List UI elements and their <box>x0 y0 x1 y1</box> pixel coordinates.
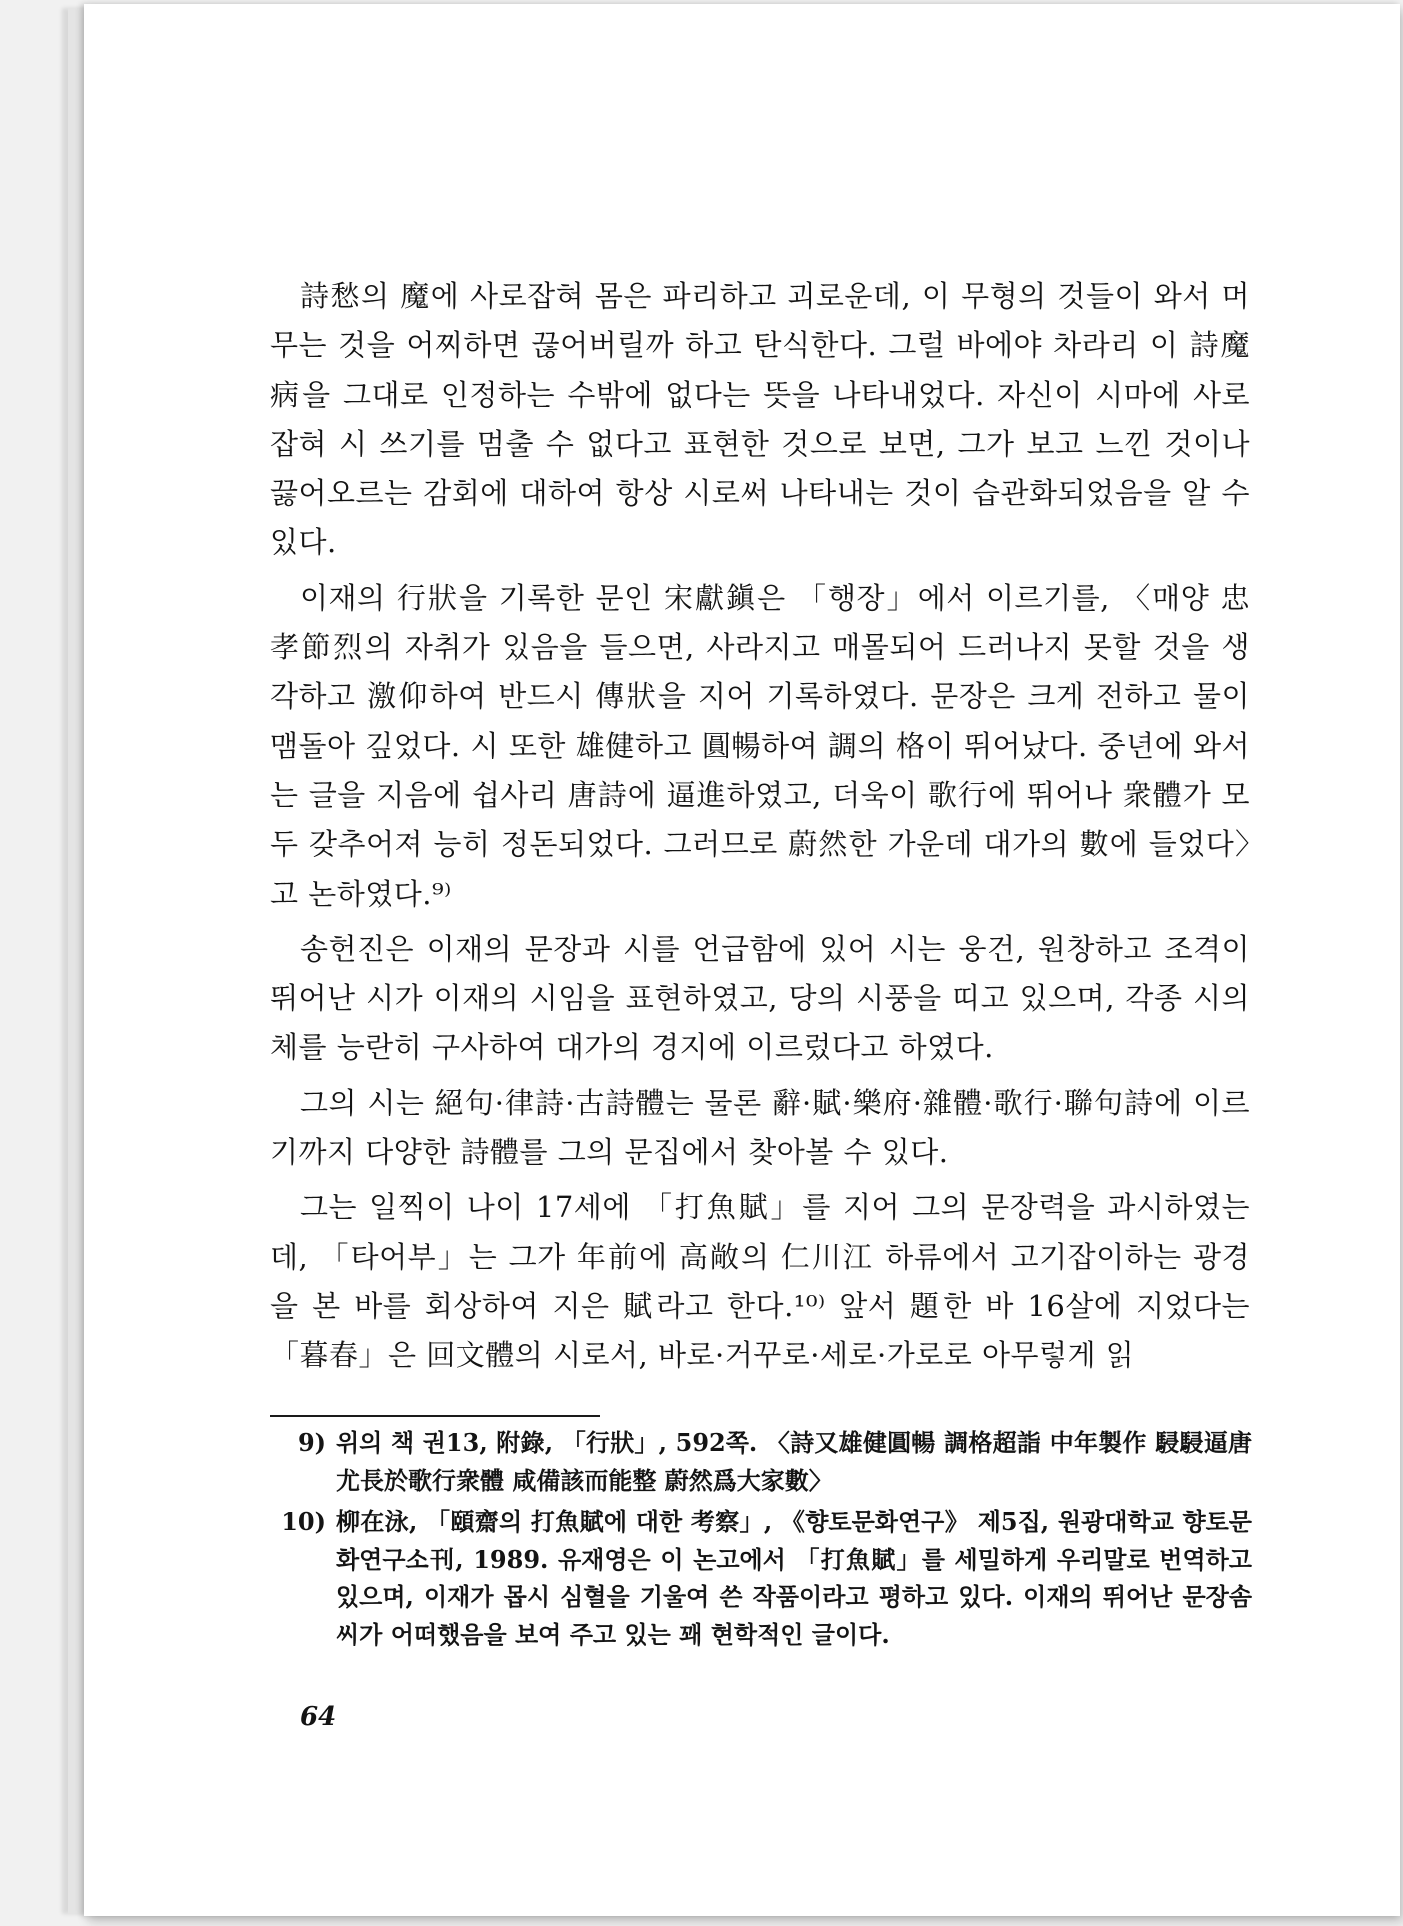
paragraph-5: 그는 일찍이 나이 17세에 「打魚賦」를 지어 그의 문장력을 과시하였는데, 「타어부」는 그가 年前에 高敞의 仁川江 하류에서 고기잡이하는 광경을 본 바를 회상하여 지은 賦라고 한다.¹⁰⁾ 앞서 題한 바 16살에 지었다는 「暮春」은 回文體의 시로서, 바로·거꾸로·세로·가로로 아무렇게 읽 <box>270 1190 1250 1373</box>
paragraph-3: 송헌진은 이재의 문장과 시를 언급함에 있어 시는 웅건, 원창하고 조격이 뛰어난 시가 이재의 시임을 표현하였고, 당의 시풍을 띠고 있으며, 각종 시의 체를 능란히 구사하여 대가의 경지에 이르렀다고 하였다. <box>270 931 1250 1065</box>
footnote-divider <box>270 1415 600 1417</box>
main-text <box>270 272 1250 1387</box>
page-number: 64 <box>300 1702 337 1732</box>
footnote-text: 柳在泳, 「頤齋의 打魚賦에 대한 考察」, 《향토문화연구》 제5집, 원광대학교 향토문화연구소刊, 1989. 유재영은 이 논고에서 「打魚賦」를 세밀하게 우리말로 번역하고 있으며, 이재가 몹시 심혈을 기울여 쓴 작품이라고 평하고 있다. 이재의 뛰어난 문장솜씨가 어떠했음을 보여 주고 있는 꽤 현학적인 글이다. <box>336 1507 1252 1649</box>
footnote-number: 9) <box>297 1428 326 1457</box>
footnote-9 <box>270 1424 1252 1499</box>
footnote-text: 위의 책 권13, 附錄, 「行狀」, 592쪽. 〈詩又雄健圓暢 調格超詣 中年製作 駸駸逼唐 尤長於歌行衆體 咸備該而能整 蔚然爲大家數〉 <box>336 1428 1252 1495</box>
paragraph-4: 그의 시는 絕句·律詩·古詩體는 물론 辭·賦·樂府·雜體·歌行·聯句詩에 이르기까지 다양한 詩體를 그의 문집에서 찾아볼 수 있다. <box>270 1085 1250 1170</box>
paragraph-1: 詩愁의 魔에 사로잡혀 몸은 파리하고 괴로운데, 이 무형의 것들이 와서 머무는 것을 어찌하면 끊어버릴까 하고 탄식한다. 그럴 바에야 차라리 이 詩魔病을 그대로 인정하는 수밖에 없다는 뜻을 나타내었다. 자신이 시마에 사로잡혀 시 쓰기를 멈출 수 없다고 표현한 것으로 보면, 그가 보고 느낀 것이나 끓어오르는 감회에 대하여 항상 시로써 나타내는 것이 습관화되었음을 알 수 있다. <box>270 279 1250 560</box>
footnote-10 <box>270 1503 1252 1653</box>
footnotes <box>270 1424 1252 1657</box>
paragraph-2: 이재의 行狀을 기록한 문인 宋獻鎭은 「행장」에서 이르기를, 〈매양 忠孝節烈의 자취가 있음을 들으면, 사라지고 매몰되어 드러나지 못할 것을 생각하고 激仰하여 반드시 傳狀을 지어 기록하였다. 문장은 크게 전하고 물이 맴돌아 깊었다. 시 또한 雄健하고 圓暢하여 調의 格이 뛰어났다. 중년에 와서는 글을 지음에 쉽사리 唐詩에 逼進하였고, 더욱이 歌行에 뛰어나 衆體가 모두 갖추어져 능히 정돈되었다. 그러므로 蔚然한 가운데 대가의 數에 들었다〉고 논하였다.⁹⁾ <box>270 580 1250 911</box>
footnote-number: 10) <box>281 1507 326 1536</box>
